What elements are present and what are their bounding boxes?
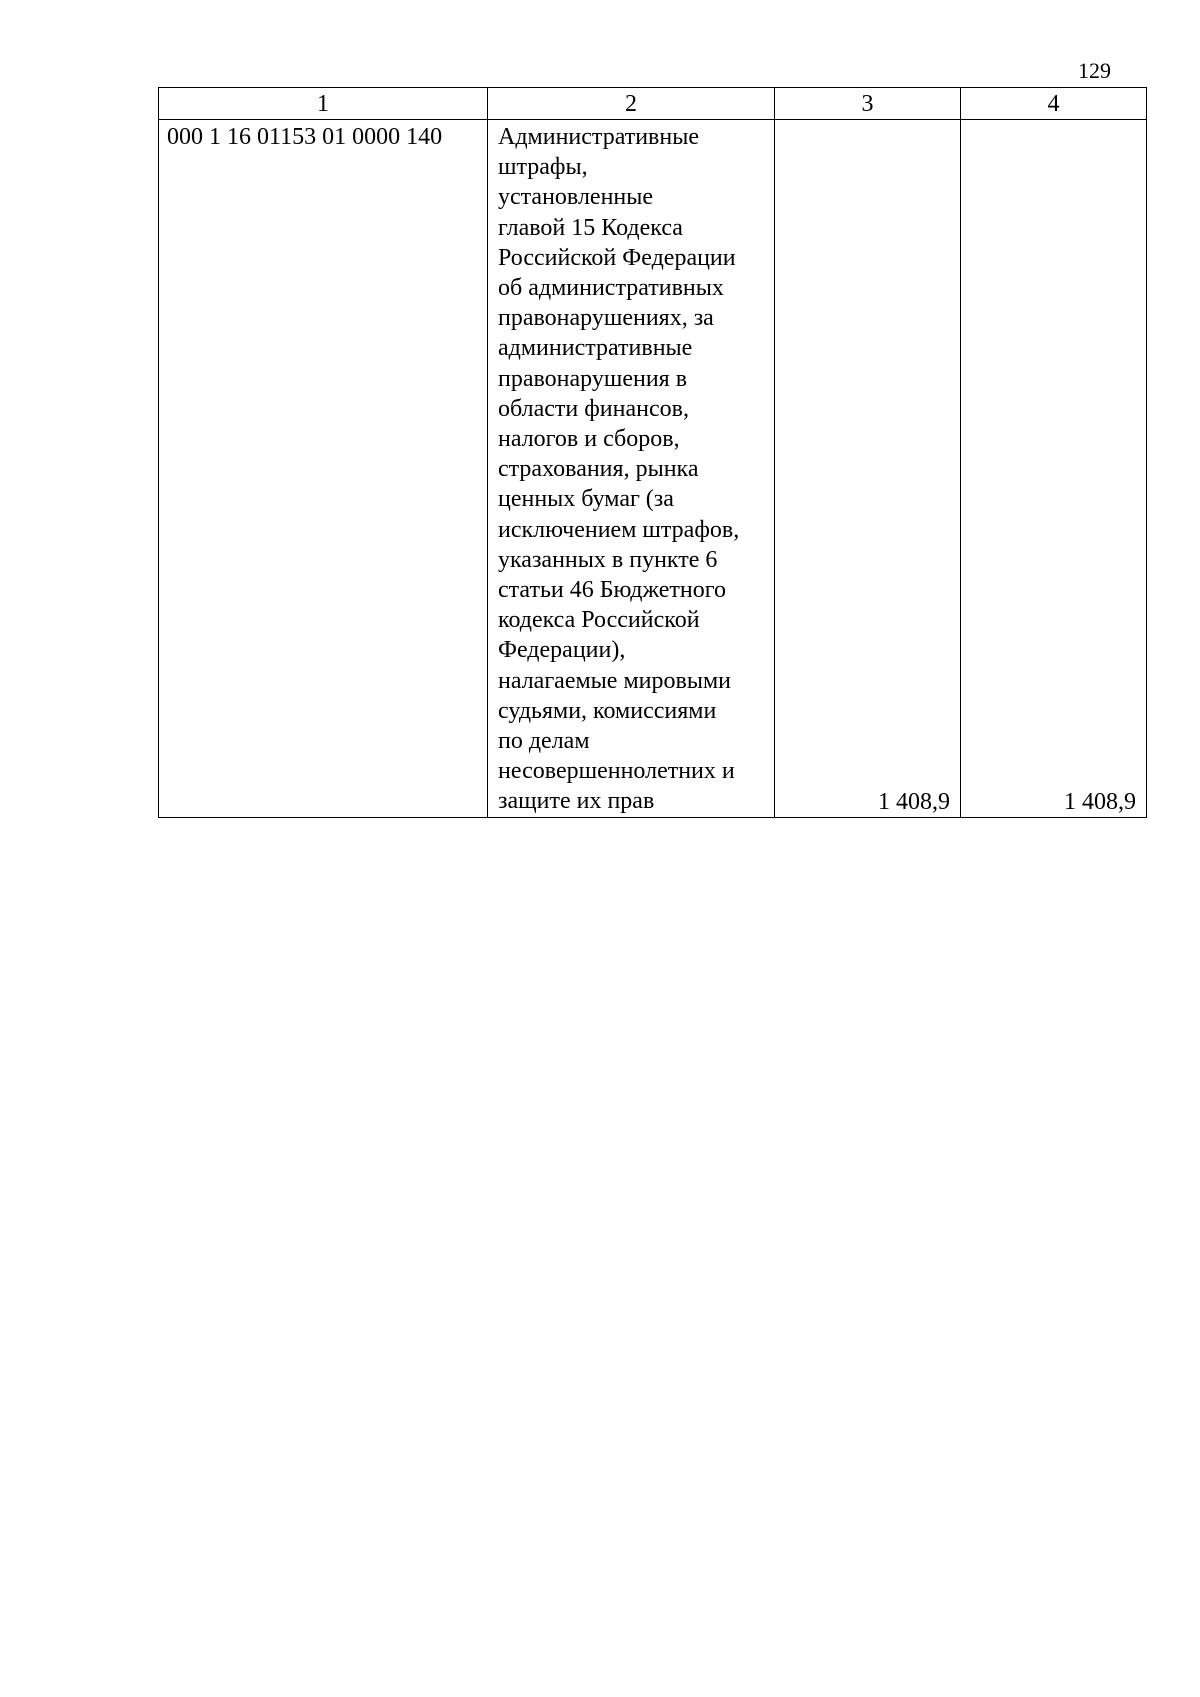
description-line: установленные xyxy=(498,184,654,211)
description-line: судьями, комиссиями xyxy=(498,697,717,724)
description-line: главой 15 Кодекса xyxy=(498,214,683,241)
description-line: штрафы, xyxy=(498,154,588,181)
description-line: по делам xyxy=(498,728,590,755)
amount-cell-col3: 1 408,9 xyxy=(775,120,961,818)
description-line: налагаемые мировыми xyxy=(498,667,731,694)
description-line: Российской Федерации xyxy=(498,244,736,271)
description-line: страхования, рынка xyxy=(498,456,699,483)
description-line: исключением штрафов, xyxy=(498,516,740,543)
description-cell xyxy=(488,120,775,818)
column-header-2: 2 xyxy=(488,88,775,120)
description-line: области финансов, xyxy=(498,395,689,422)
description-line: Федерации), xyxy=(498,637,626,664)
description-line: кодекса Российской xyxy=(498,607,700,634)
budget-code-cell: 000 1 16 01153 01 0000 140 xyxy=(159,120,488,818)
description-line: ценных бумаг (за xyxy=(498,486,674,513)
description-line: об административных xyxy=(498,275,724,302)
table-header-row xyxy=(159,88,1147,120)
description-line: указанных в пункте 6 xyxy=(498,546,718,573)
description-line: Административные xyxy=(498,124,700,150)
description-line: статьи 46 Бюджетного xyxy=(498,577,726,604)
description-line: налогов и сборов, xyxy=(498,426,680,453)
table-row xyxy=(159,120,1147,818)
description-line: административные xyxy=(498,335,693,362)
budget-table xyxy=(158,87,1147,818)
description-line: правонарушениях, за xyxy=(498,305,714,332)
description-line: защите их прав xyxy=(498,788,655,815)
column-header-4: 4 xyxy=(961,88,1147,120)
amount-cell-col4: 1 408,9 xyxy=(961,120,1147,818)
page-number: 129 xyxy=(1078,58,1111,83)
column-header-1: 1 xyxy=(159,88,488,120)
column-header-3: 3 xyxy=(775,88,961,120)
description-line: несовершеннолетних и xyxy=(498,758,735,785)
description-line: правонарушения в xyxy=(498,365,688,392)
